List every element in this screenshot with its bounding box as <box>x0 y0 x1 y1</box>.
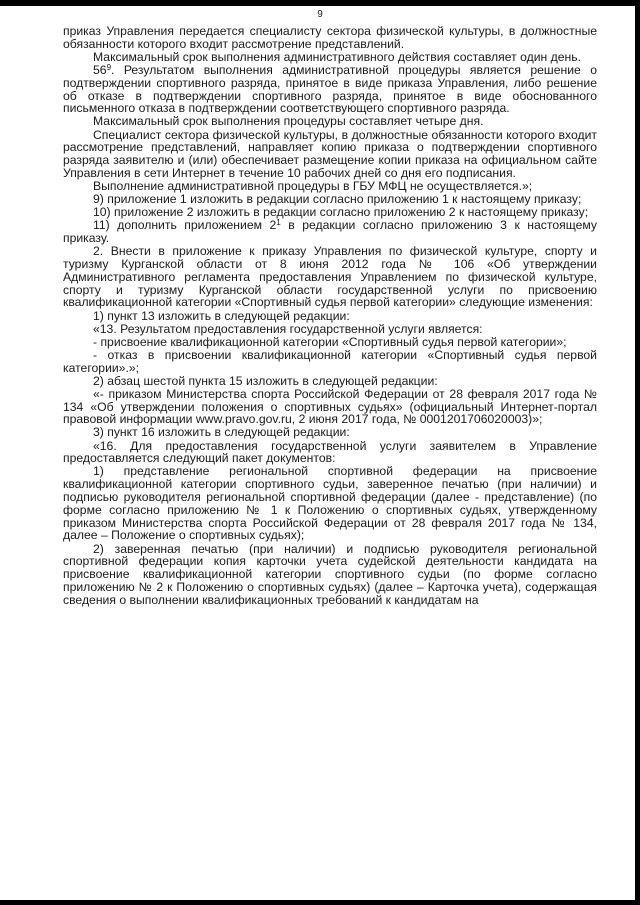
scan-edge-bottom <box>0 900 640 905</box>
paragraph-text: 11) дополнить приложением 2 <box>93 218 277 233</box>
paragraph: Специалист сектора физической культуры, в должностные обязанности которого входит рассмотрение представлений, направляет копию приказа о подтверждении спортивного разряда заявителю и (или) обеспечивает размещение копии приказа на официальном сайте Управления в сети Интернет в течение 10 рабочих дней со дня его подписания. <box>63 127 597 180</box>
paragraph <box>63 64 597 115</box>
paragraph: Максимальный срок выполнения административного действия составляет один день. <box>93 49 582 64</box>
paragraph: 3) пункт 16 изложить в следующей редакции: <box>93 425 350 440</box>
paragraph: 10) приложение 2 изложить в редакции согласно приложению 2 к настоящему приказу; <box>93 205 589 220</box>
paragraph: 9) приложение 1 изложить в редакции согласно приложению 1 к настоящему приказу; <box>93 192 582 207</box>
paragraph-number: 56 <box>93 62 107 77</box>
paragraph: «13. Результатом предоставления государственной услуги является: <box>93 321 483 336</box>
paragraph: «- приказом Министерства спорта Российской Федерации от 28 февраля 2017 года № 134 «Об утверждении положения о спортивных судьях» (официальный Интернет-портал правовой информации www.pravo.gov.ru, 2 июня 2017 года, № 0001201706020003)»; <box>63 386 597 427</box>
paragraph: 2. Внести в приложение к приказу Управления по физической культуре, спорту и туризму Курганской области от 8 июня 2012 года № 106 «Об утверждении Административного регламента предоставления Управлением по физической культуре, спорту и туризму Курганской области государственной услуги по присвоению квалификационной категории «Спортивный судья первой категории» следующие изменения: <box>63 244 597 310</box>
scan-edge-right <box>635 0 640 905</box>
paragraph <box>63 219 597 245</box>
paragraph-text: . Результатом выполнения административной процедуры является решение о подтверждении спортивного разряда, принятое в виде приказа Управления, либо решение об отказе в подтверждении спортивного разряда, принятое в виде обоснованного письменного отказа в подтверждении соответствующего спортивного разряда. <box>63 62 597 116</box>
paragraph: «16. Для предоставления государственной услуги заявителем в Управление предоставляется следующий пакет документов: <box>63 438 597 466</box>
paragraph: 1) пункт 13 изложить в следующей редакции: <box>93 308 350 323</box>
scan-edge-top <box>0 0 640 6</box>
paragraph-text: в редакции согласно приложению 3 к настоящему приказу. <box>63 218 597 246</box>
paragraph: приказ Управления передается специалисту сектора физической культуры, в должностные обязанности которого входит рассмотрение представлений. <box>63 24 597 51</box>
paragraph: 2) абзац шестой пункта 15 изложить в следующей редакции: <box>93 373 438 388</box>
superscript: 9 <box>106 62 112 72</box>
document-body <box>63 25 597 607</box>
page-number: 9 <box>317 9 323 20</box>
paragraph: 1) представление региональной спортивной федерации на присвоение квалификационной категории спортивного судьи, заверенное печатью (при наличии) и подписью руководителя региональной спортивной федерации (далее - представление) (по форме согласно приложению № 1 к Положению о спортивных судьях, утвержденному приказом Министерства спорта Российской Федерации от 28 февраля 2017 года № 134, далее – Положение о спортивных судьях); <box>63 464 597 543</box>
paragraph: 2) заверенная печатью (при наличии) и подписью руководителя региональной спортивной федерации копия карточки учета судейской деятельности кандидата на присвоение квалификационной категории спортивного судьи (по форме согласно приложению № 2 к Положению о спортивных судьях) (далее – Карточка учета), содержащая сведения о выполнении квалификационных требований к кандидатам на <box>63 541 597 607</box>
paragraph: - присвоение квалификационной категории «Спортивный судья первой категории»; <box>93 334 567 349</box>
superscript: 1 <box>276 218 281 228</box>
paragraph: Максимальный срок выполнения процедуры составляет четыре дня. <box>93 114 484 129</box>
paragraph: Выполнение административной процедуры в ГБУ МФЦ не осуществляется.»; <box>93 179 533 194</box>
paragraph: - отказ в присвоении квалификационной категории «Спортивный судья первой категории».»; <box>63 347 597 375</box>
